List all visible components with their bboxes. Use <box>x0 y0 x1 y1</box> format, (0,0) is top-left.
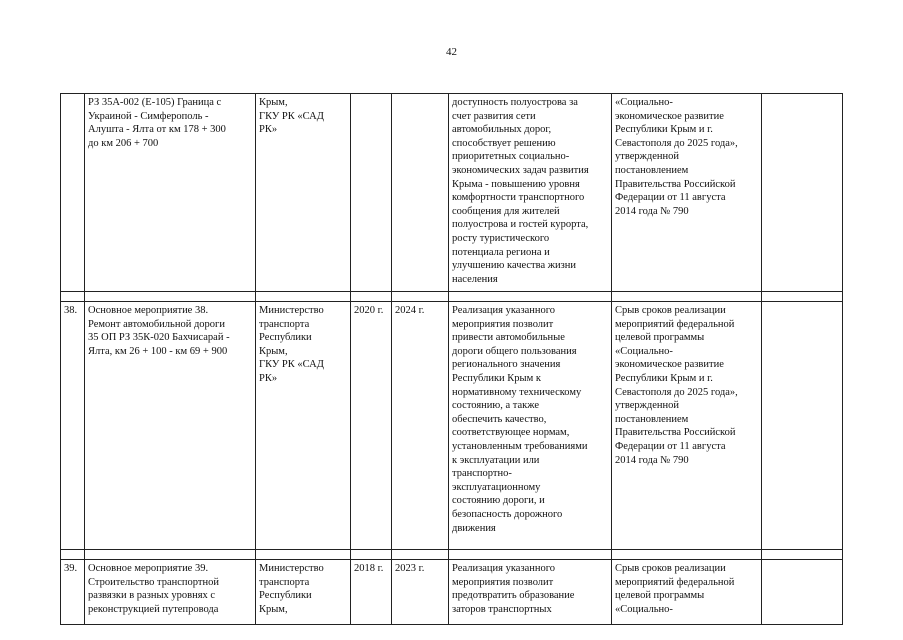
spacer-cell <box>351 292 392 302</box>
cell-line: движения <box>452 522 496 534</box>
spacer-cell <box>612 292 762 302</box>
cell-line: соответствующее нормам, <box>452 427 570 439</box>
cell-line: Украиной - Симферополь - <box>88 110 209 122</box>
cell-line: Республики <box>259 332 312 344</box>
cell-line: доступность полуострова за <box>452 97 578 108</box>
cell-line: развязки в разных уровнях с <box>88 590 216 602</box>
cell-line: предотвратить образование <box>452 590 575 602</box>
cell-extra <box>762 302 843 550</box>
cell-line: комфортности транспортного <box>452 192 585 204</box>
cell-line: Крым, <box>259 97 288 108</box>
cell-line: Республики Крым к <box>452 372 541 384</box>
table-row <box>61 560 843 625</box>
cell-line: сообщения для жителей <box>452 205 560 217</box>
cell-line: полуострова и гостей курорта, <box>452 219 589 231</box>
cell-line: Федерации от 11 августа <box>615 440 726 452</box>
spacer-cell <box>449 292 612 302</box>
cell-line: населения <box>452 273 498 285</box>
cell-line: обеспечить качество, <box>452 413 547 425</box>
cell-executor <box>256 94 351 292</box>
measures-table <box>60 93 843 625</box>
cell-line: утвержденной <box>615 151 680 163</box>
cell-result <box>449 302 612 550</box>
cell-name <box>85 560 256 625</box>
spacer-cell <box>762 292 843 302</box>
cell-line: постановлением <box>615 164 689 176</box>
cell-line: автомобильных дорог, <box>452 124 552 136</box>
spacer-cell <box>762 550 843 560</box>
cell-line: установленным требованиями <box>452 440 588 452</box>
spacer-cell <box>351 550 392 560</box>
cell-start <box>351 94 392 292</box>
cell-line: Министерство <box>259 563 324 574</box>
cell-line: транспорта <box>259 318 310 330</box>
cell-number: 38. <box>61 302 85 550</box>
cell-line: Севастополя до 2025 года», <box>615 386 738 398</box>
cell-line: Основное мероприятие 39. <box>88 563 209 574</box>
cell-line: счет развития сети <box>452 110 536 122</box>
cell-line: приоритетных социально- <box>452 151 570 163</box>
cell-line: мероприятия позволит <box>452 576 554 588</box>
spacer-cell <box>61 292 85 302</box>
cell-line: Севастополя до 2025 года», <box>615 137 738 149</box>
cell-line: целевой программы <box>615 332 705 344</box>
spacer-cell <box>392 292 449 302</box>
cell-line: улучшению качества жизни <box>452 260 577 272</box>
cell-line: «Социально- <box>615 345 673 357</box>
cell-line: ГКУ РК «САД <box>259 110 324 122</box>
cell-line: Срыв сроков реализации <box>615 563 726 574</box>
cell-start: 2018 г. <box>351 560 392 625</box>
cell-line: росту туристического <box>452 232 550 244</box>
cell-consequence <box>612 302 762 550</box>
spacer-cell <box>85 292 256 302</box>
cell-executor <box>256 560 351 625</box>
table-row <box>61 94 843 292</box>
cell-number: 39. <box>61 560 85 625</box>
spacer-cell <box>85 550 256 560</box>
cell-line: Строительство транспортной <box>88 576 219 588</box>
cell-line: Правительства Российской <box>615 427 736 439</box>
cell-line: Крыма - повышению уровня <box>452 178 580 190</box>
cell-line: заторов транспортных <box>452 603 552 615</box>
cell-consequence <box>612 560 762 625</box>
cell-line: утвержденной <box>615 400 680 412</box>
table-spacer-row <box>61 550 843 560</box>
cell-line: Основное мероприятие 38. <box>88 305 209 316</box>
cell-number <box>61 94 85 292</box>
cell-consequence <box>612 94 762 292</box>
cell-line: ГКУ РК «САД <box>259 359 324 371</box>
cell-line: Срыв сроков реализации <box>615 305 726 316</box>
spacer-cell <box>61 550 85 560</box>
cell-result <box>449 560 612 625</box>
cell-line: состоянию, а также <box>452 400 540 412</box>
cell-line: Ялта, км 26 + 100 - км 69 + 900 <box>88 345 228 357</box>
cell-end: 2024 г. <box>392 302 449 550</box>
cell-result <box>449 94 612 292</box>
cell-line: экономических задач развития <box>452 164 589 176</box>
cell-line: Алушта - Ялта от км 178 + 300 <box>88 124 226 136</box>
cell-line: Крым, <box>259 603 288 615</box>
cell-line: Министерство <box>259 305 324 316</box>
cell-line: привести автомобильные <box>452 332 565 344</box>
cell-line: безопасность дорожного <box>452 508 563 520</box>
spacer-cell <box>392 550 449 560</box>
cell-line: постановлением <box>615 413 689 425</box>
cell-line: Правительства Российской <box>615 178 736 190</box>
cell-line: мероприятий федеральной <box>615 318 735 330</box>
cell-end: 2023 г. <box>392 560 449 625</box>
cell-line: эксплуатационному <box>452 481 541 493</box>
cell-line: до км 206 + 700 <box>88 137 159 149</box>
cell-line: «Социально- <box>615 603 673 615</box>
spacer-cell <box>256 292 351 302</box>
cell-line: Реализация указанного <box>452 305 556 316</box>
cell-line: РК» <box>259 372 278 384</box>
cell-line: нормативному техническому <box>452 386 582 398</box>
spacer-cell <box>612 550 762 560</box>
cell-line: Ремонт автомобильной дороги <box>88 318 225 330</box>
cell-line: Республики Крым и г. <box>615 372 713 384</box>
cell-line: Федерации от 11 августа <box>615 192 726 204</box>
cell-line: мероприятий федеральной <box>615 576 735 588</box>
cell-line: Республики Крым и г. <box>615 124 713 136</box>
cell-line: реконструкцией путепровода <box>88 603 219 615</box>
cell-line: РЗ 35А-002 (Е-105) Граница с <box>88 97 222 108</box>
cell-name <box>85 94 256 292</box>
cell-line: Крым, <box>259 345 288 357</box>
cell-line: РК» <box>259 124 278 136</box>
cell-line: 2014 года № 790 <box>615 205 689 217</box>
cell-line: транспорта <box>259 576 310 588</box>
cell-line: целевой программы <box>615 590 705 602</box>
cell-extra <box>762 560 843 625</box>
cell-line: 2014 года № 790 <box>615 454 689 466</box>
cell-line: потенциала региона и <box>452 246 550 258</box>
cell-line: Республики <box>259 590 312 602</box>
cell-line: «Социально- <box>615 97 673 108</box>
cell-executor <box>256 302 351 550</box>
cell-line: транспортно- <box>452 468 512 480</box>
cell-end <box>392 94 449 292</box>
cell-extra <box>762 94 843 292</box>
cell-line: Реализация указанного <box>452 563 556 574</box>
cell-line: к эксплуатации или <box>452 454 540 466</box>
page-number: 42 <box>446 46 457 58</box>
cell-line: состоянию дороги, и <box>452 495 545 507</box>
cell-line: 35 ОП РЗ 35К-020 Бахчисарай - <box>88 332 230 344</box>
cell-line: экономическое развитие <box>615 359 724 371</box>
cell-line: способствует решению <box>452 137 556 149</box>
cell-line: мероприятия позволит <box>452 318 554 330</box>
cell-start: 2020 г. <box>351 302 392 550</box>
cell-line: регионального значения <box>452 359 561 371</box>
cell-line: дороги общего пользования <box>452 345 577 357</box>
cell-name <box>85 302 256 550</box>
table-row <box>61 302 843 550</box>
spacer-cell <box>256 550 351 560</box>
cell-line: экономическое развитие <box>615 110 724 122</box>
table-spacer-row <box>61 292 843 302</box>
spacer-cell <box>449 550 612 560</box>
